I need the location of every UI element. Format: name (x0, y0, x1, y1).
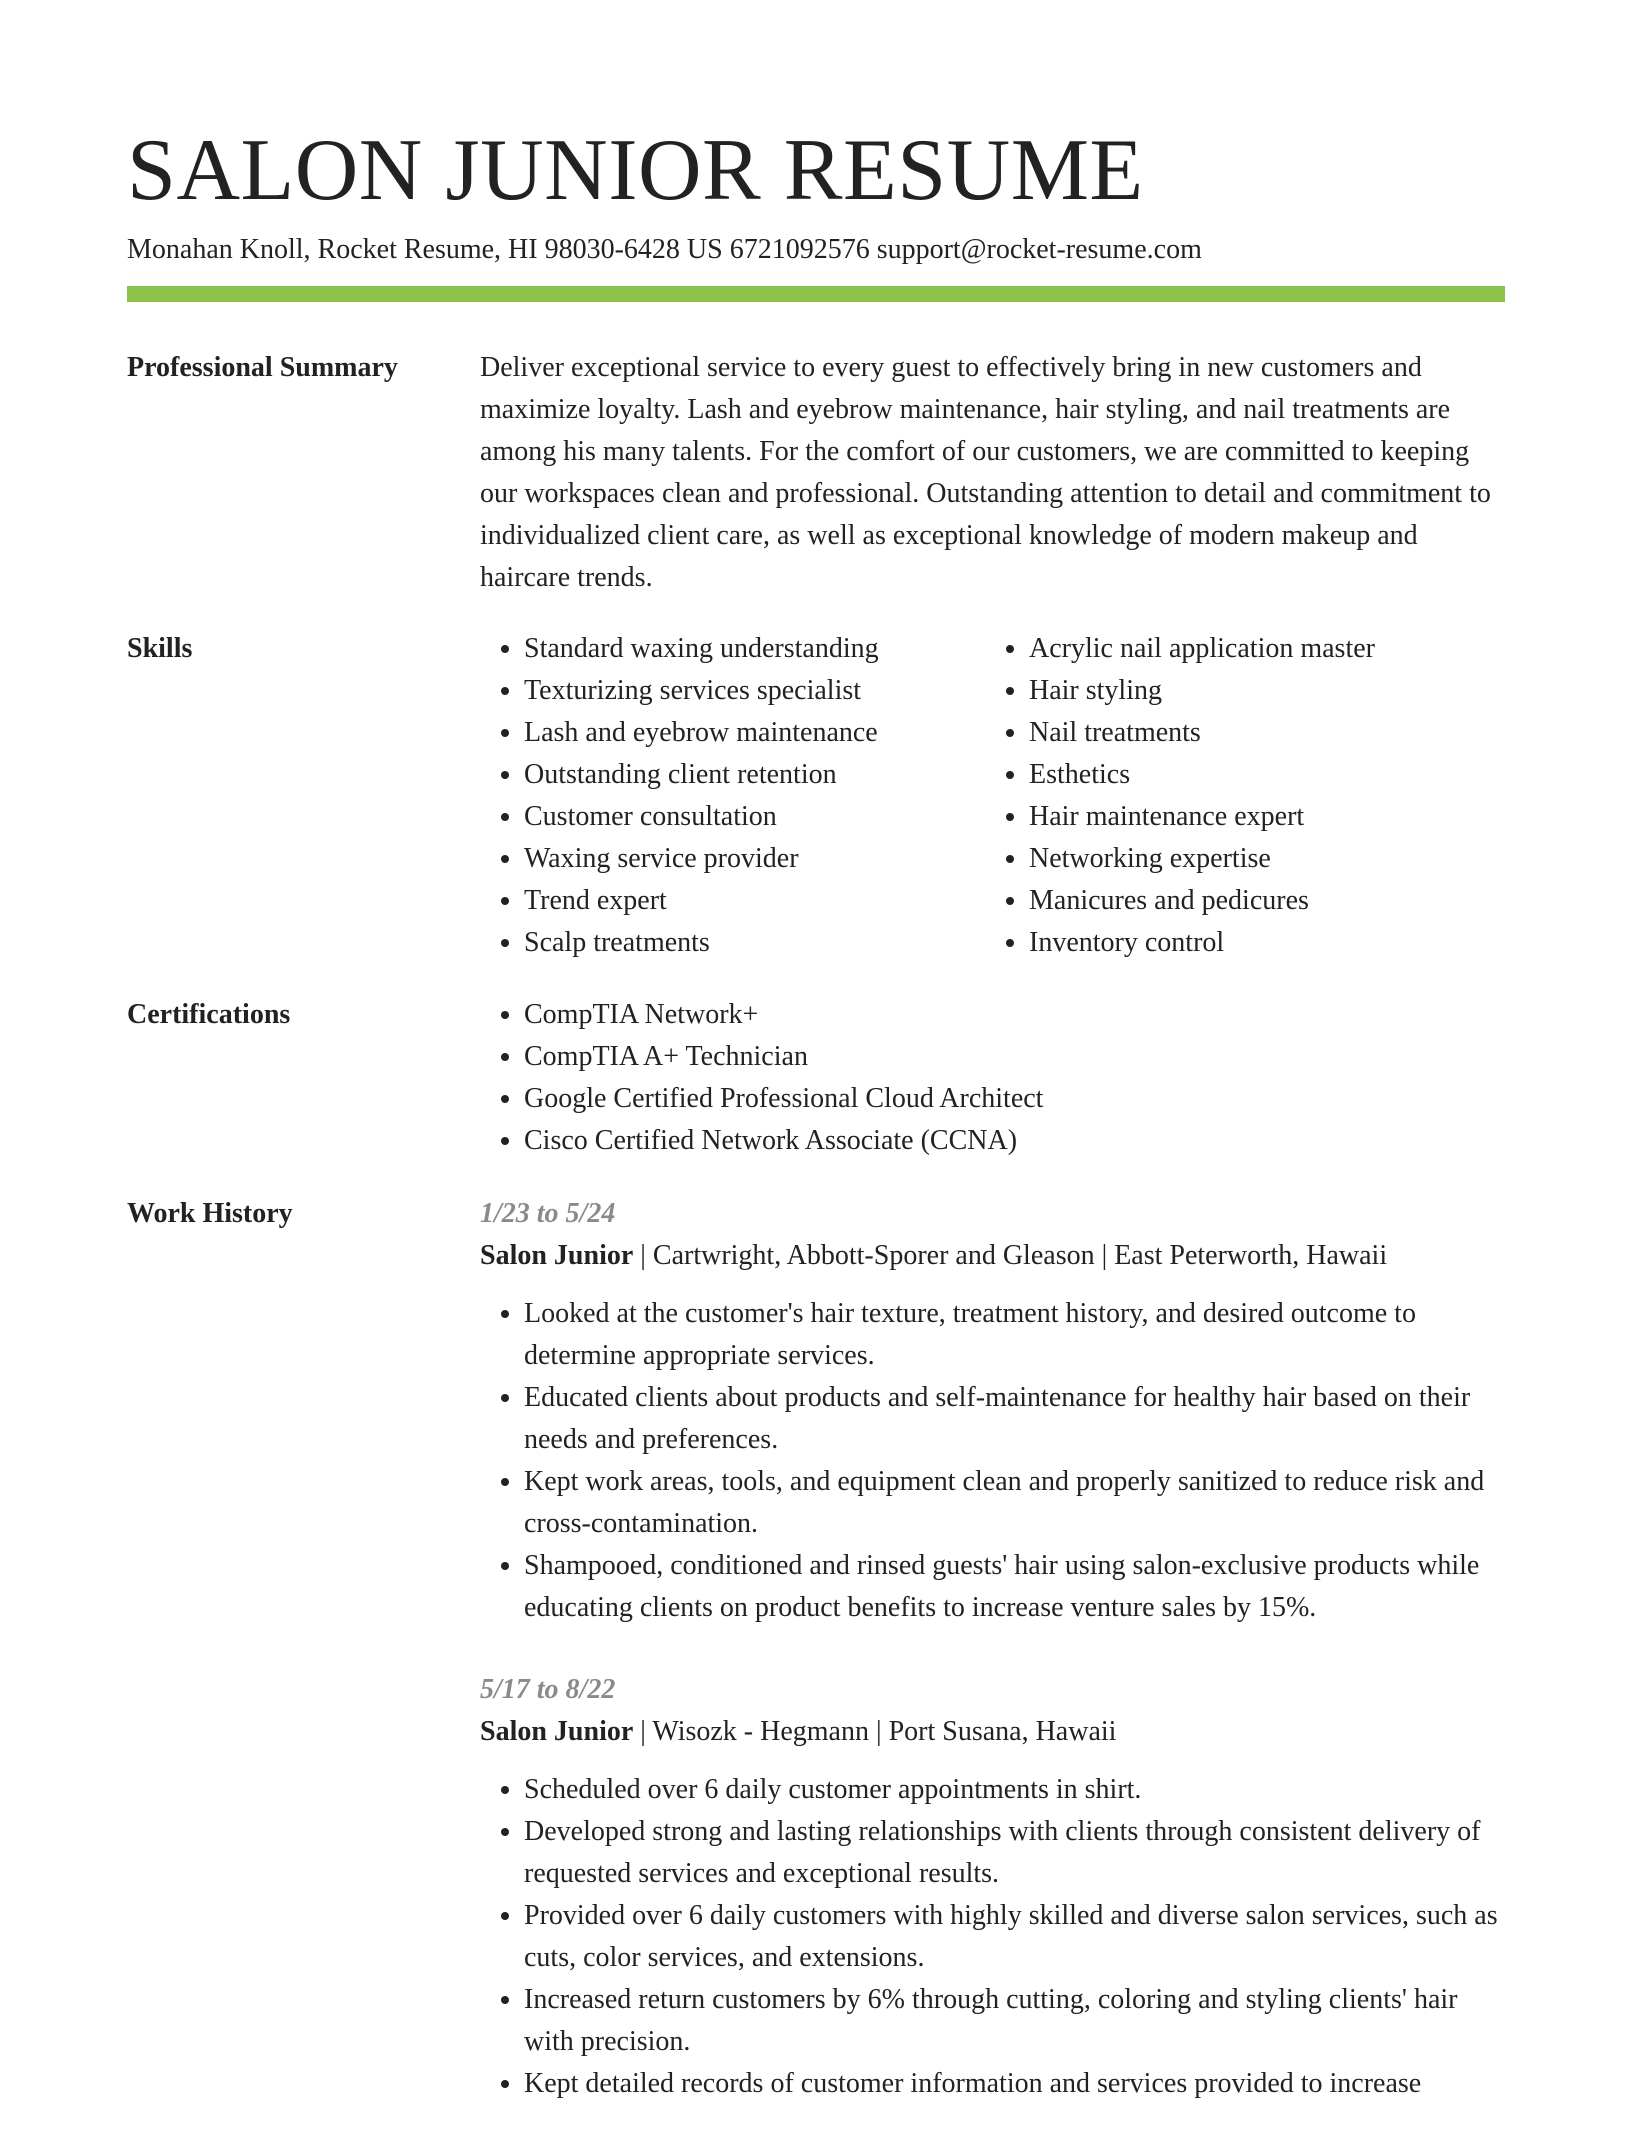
skill-item: • Acrylic nail application master (1029, 628, 1490, 670)
job-bullet: • Scheduled over 6 daily customer appointments in shirt. (524, 1769, 1505, 1811)
summary-body (480, 347, 1505, 599)
skill-item: • Standard waxing understanding (524, 628, 985, 670)
skill-item: • Manicures and pedicures (1029, 880, 1490, 922)
certifications-label: Certifications (127, 999, 291, 1030)
job-heading (480, 1235, 1505, 1277)
accent-divider (127, 286, 1505, 302)
skill-item: • Networking expertise (1029, 838, 1490, 880)
job-employer-location: | Wisozk - Hegmann | Port Susana, Hawaii (633, 1716, 1117, 1747)
skill-item: • Lash and eyebrow maintenance (524, 712, 985, 754)
job-dates: 1/23 to 5/24 (480, 1198, 616, 1229)
skill-item: • Hair styling (1029, 670, 1490, 712)
job-bullet: • Provided over 6 daily customers with highly skilled and diverse salon services, such as cuts, color services, and extensions. (524, 1895, 1505, 1979)
certification-item: • CompTIA Network+ (524, 994, 1505, 1036)
skills-column-right (985, 628, 1490, 964)
resume-title: SALON JUNIOR RESUME (127, 122, 1144, 219)
job-employer-location: | Cartwright, Abbott-Sporer and Gleason | East Peterworth, Hawaii (633, 1240, 1388, 1271)
certifications-body (480, 994, 1505, 1162)
skill-item: • Inventory control (1029, 922, 1490, 964)
skill-item: • Esthetics (1029, 754, 1490, 796)
job-dates: 5/17 to 8/22 (480, 1674, 616, 1705)
skill-item: • Waxing service provider (524, 838, 985, 880)
certifications-list (480, 994, 1505, 1162)
skill-item: • Customer consultation (524, 796, 985, 838)
work-history-label: Work History (127, 1198, 293, 1229)
skill-item: • Texturizing services specialist (524, 670, 985, 712)
job-bullet: • Kept detailed records of customer information and services provided to increase (524, 2063, 1505, 2105)
job-bullet: • Increased return customers by 6% through cutting, coloring and styling clients' hair with precision. (524, 1979, 1505, 2063)
job-entry (480, 1193, 1505, 1629)
work-history-body (480, 1193, 1505, 2145)
job-title: Salon Junior (480, 1240, 634, 1271)
job-bullet: • Looked at the customer's hair texture, treatment history, and desired outcome to determine appropriate services. (524, 1293, 1505, 1377)
job-title: Salon Junior (480, 1716, 634, 1747)
summary-label: Professional Summary (127, 352, 398, 383)
job-entry (480, 1669, 1505, 2105)
skills-label: Skills (127, 633, 193, 664)
job-heading (480, 1711, 1505, 1753)
skills-column-left (480, 628, 985, 964)
skill-item: • Outstanding client retention (524, 754, 985, 796)
skill-item: • Trend expert (524, 880, 985, 922)
job-bullet: • Educated clients about products and self-maintenance for healthy hair based on their needs and preferences. (524, 1377, 1505, 1461)
skills-list-left (480, 628, 985, 964)
job-bullet: • Developed strong and lasting relationships with clients through consistent delivery of requested services and exceptional results. (524, 1811, 1505, 1895)
certification-item: • Google Certified Professional Cloud Architect (524, 1078, 1505, 1120)
summary-text: Deliver exceptional service to every guest to effectively bring in new customers and maximize loyalty. Lash and eyebrow maintenance, hair styling, and nail treatments are among his many talents. For the comfort of our customers, we are committed to keeping our workspaces clean and professional. Outstanding attention to detail and commitment to individualized client care, as well as exceptional knowledge of modern makeup and haircare trends. (480, 352, 1491, 593)
certification-item: • Cisco Certified Network Associate (CCNA) (524, 1120, 1505, 1162)
job-bullets (480, 1293, 1505, 1629)
job-bullet: • Shampooed, conditioned and rinsed guests' hair using salon-exclusive products while educating clients on product benefits to increase venture sales by 15%. (524, 1545, 1505, 1629)
skills-list-right (985, 628, 1490, 964)
skills-body (480, 628, 1505, 964)
skill-item: • Scalp treatments (524, 922, 985, 964)
job-bullets (480, 1769, 1505, 2105)
certification-item: • CompTIA A+ Technician (524, 1036, 1505, 1078)
job-bullet: • Kept work areas, tools, and equipment clean and properly sanitized to reduce risk and cross-contamination. (524, 1461, 1505, 1545)
skill-item: • Nail treatments (1029, 712, 1490, 754)
contact-line: Monahan Knoll, Rocket Resume, HI 98030-6428 US 6721092576 support@rocket-resume.com (127, 234, 1202, 265)
skill-item: • Hair maintenance expert (1029, 796, 1490, 838)
